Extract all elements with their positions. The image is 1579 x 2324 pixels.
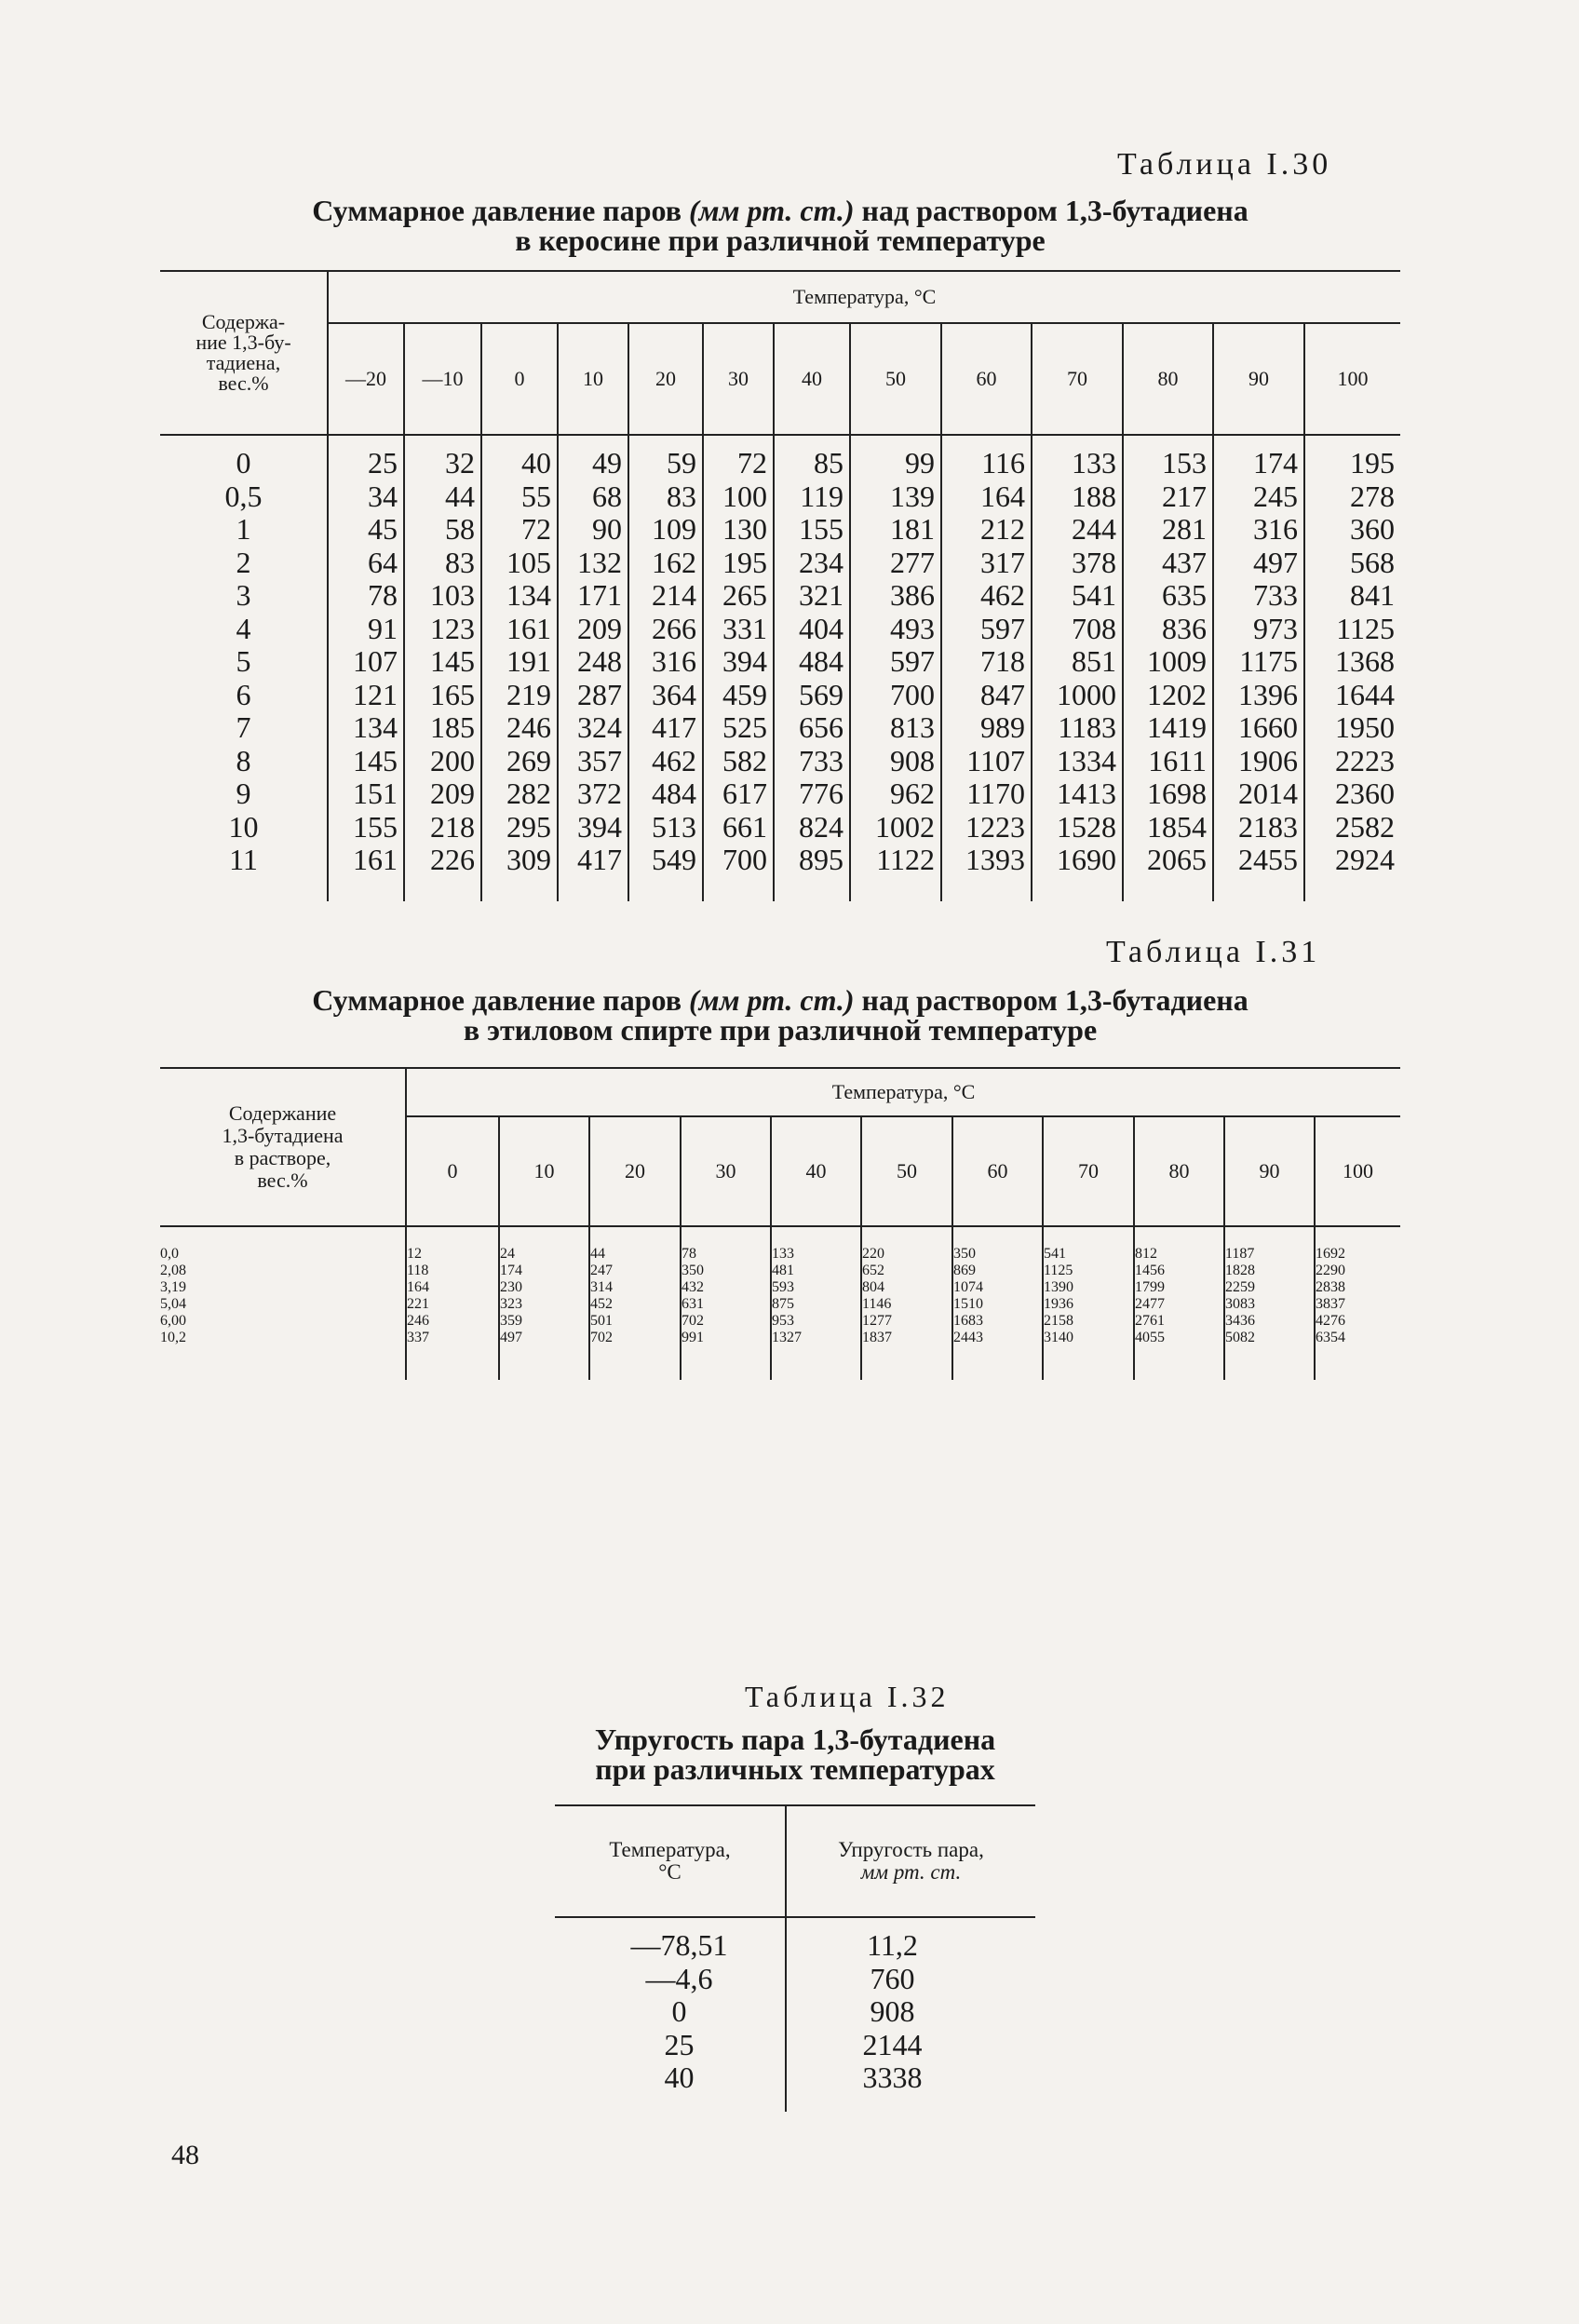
table-130-temp-4: 20 [628,323,703,435]
table-130-temp-5: 30 [703,323,774,435]
table-131-tail-cell [1315,1346,1400,1380]
table-131-cell: 1277 [861,1313,952,1330]
table-130-temp-3: 10 [558,323,628,435]
table-131-row-content: 0,0 [160,1246,179,1262]
table-131-row-content: 10,2 [160,1330,186,1345]
table-131-cell: 359 [499,1313,589,1330]
table-131-cell: 1936 [1043,1296,1134,1313]
page-number: 48 [171,2140,199,2170]
table-130-row-header-text: Содержа- ние 1,3-бу- тадиена, вес.% [196,310,291,395]
table-131-temp-8: 80 [1134,1116,1224,1226]
table-131-cell: 1799 [1134,1279,1224,1296]
table-131-cell: 1510 [952,1296,1043,1313]
table-131-temp-7: 70 [1043,1116,1134,1226]
table-131-title-units: (мм рт. ст.) [689,983,855,1017]
table-132-col1-header-text: Температура, °С [609,1838,731,1884]
table-131-cell: 3436 [1224,1313,1315,1330]
table-130-row-header [160,271,328,435]
table-130-title [160,196,1400,255]
table-131-cell: 1683 [952,1313,1043,1330]
table-131-row-content: 2,08 [160,1263,186,1278]
table-130-title-units: (мм рт. ст.) [689,194,855,227]
table-130-col-5 [703,435,774,901]
table-130-col-2 [481,435,558,901]
table-130-temp-6: 40 [774,323,850,435]
table-131-label: Таблица I.31 [1106,935,1321,969]
table-131-cell: 118 [406,1263,499,1279]
table-130-col-7 [850,435,941,901]
table-131-cell: 24 [499,1226,589,1263]
table-131-cell: 2443 [952,1330,1043,1346]
table-130 [160,270,1400,901]
table-131-cell: 6354 [1315,1330,1400,1346]
table-131-cell: 1187 [1224,1226,1315,1263]
table-130-col-6-values: 85 119 155 234 321 404 484 569 656 733 776 824 895 [799,446,843,876]
table-130-col-10-values: 153 217 281 437 635 836 1009 1202 1419 1611 1698 1854 2065 [1147,446,1207,876]
table-131-cell: 246 [406,1313,499,1330]
table-131-cell: 875 [771,1296,861,1313]
table-130-col-6 [774,435,850,901]
table-131-cell: 2259 [1224,1279,1315,1296]
table-131-row [160,1279,1400,1296]
table-131-temp-1: 10 [499,1116,589,1226]
table-131-cell: 2761 [1134,1313,1224,1330]
table-131-tail-cell [1134,1346,1224,1380]
table-130-temp-0: —20 [328,323,404,435]
table-131-cell: 1146 [861,1296,952,1313]
table-131-cell: 481 [771,1263,861,1279]
table-131-row-content: 6,00 [160,1313,186,1329]
table-131-temp-4: 40 [771,1116,861,1226]
table-131-title [160,985,1400,1045]
table-131-cell: 164 [406,1279,499,1296]
table-130-col-9 [1032,435,1123,901]
table-131-row-header [160,1068,406,1226]
table-132-pressures-values: 11,2 760 908 2144 3338 [862,1928,923,2094]
table-131-cell: 812 [1134,1226,1224,1263]
table-131-cell: 432 [681,1279,771,1296]
table-132-title-line2: при различных температурах [595,1752,995,1786]
table-131-cell: 1828 [1224,1263,1315,1279]
table-132-col2-header-line1: Упругость пара, [838,1838,984,1861]
table-131-row-header-text: Содержание 1,3-бутадиена в растворе, вес.% [222,1101,344,1192]
table-130-temp-header-text: Температура, °С [792,285,937,308]
table-131-cell: 3140 [1043,1330,1134,1346]
table-130-col-2-values: 40 55 72 105 134 161 191 219 246 269 282 295 309 [506,446,551,876]
table-131-tail-cell [861,1346,952,1380]
table-130-col-1 [404,435,481,901]
table-130-col-5-values: 72 100 130 195 265 331 394 459 525 582 617 661 700 [722,446,767,876]
table-131-tail-cell [589,1346,681,1380]
table-131-cell: 2158 [1043,1313,1134,1330]
table-131-cell: 1837 [861,1330,952,1346]
table-130-temp-7: 50 [850,323,941,435]
table-130-title-part2: над раствором 1,3-бутадиена [854,194,1248,227]
table-130-col-3 [558,435,628,901]
table-132-col2-header-line2: мм рт. ст. [860,1860,962,1884]
table-131-row-content: 5,04 [160,1296,186,1312]
table-131-cell: 1390 [1043,1279,1134,1296]
table-131-cell: 953 [771,1313,861,1330]
table-130-col-12-values: 195 278 360 568 841 1125 1368 1644 1950 2223 2360 2582 2924 [1335,446,1396,876]
table-131-cell: 501 [589,1313,681,1330]
table-131-cell: 2477 [1134,1296,1224,1313]
table-131-row [160,1330,1400,1346]
table-131-cell: 652 [861,1263,952,1279]
table-131-cell: 869 [952,1263,1043,1279]
table-132-temperatures-values: —78,51 —4,6 0 25 40 [630,1928,728,2094]
table-130-title-part1: Суммарное давление паров [312,194,689,227]
table-131-tail-cell [681,1346,771,1380]
table-131-temp-2: 20 [589,1116,681,1226]
table-131-cell: 702 [589,1330,681,1346]
table-131-cell: 78 [681,1226,771,1263]
table-132-title [521,1724,1069,1784]
table-130-temp-8: 60 [941,323,1032,435]
table-130-col-8 [941,435,1032,901]
table-131-cell: 1327 [771,1330,861,1346]
table-130-temp-header [328,271,1400,323]
table-130-temp-9: 70 [1032,323,1123,435]
table-130-temp-12: 100 [1304,323,1400,435]
table-131-cell: 4055 [1134,1330,1224,1346]
table-131-tail-cell [160,1346,406,1380]
table-130-col-12 [1304,435,1400,901]
table-131-cell: 350 [952,1226,1043,1263]
table-131-cell: 2838 [1315,1279,1400,1296]
table-130-title-line2: в керосине при различной температуре [515,223,1046,257]
table-131-tail-cell [406,1346,499,1380]
table-132-label: Таблица I.32 [745,1680,950,1713]
table-131-temp-6: 60 [952,1116,1043,1226]
table-131-cell: 3837 [1315,1296,1400,1313]
table-132-temperatures [555,1917,786,2112]
table-131-cell: 1074 [952,1279,1043,1296]
table-130-col-0-values: 25 34 45 64 78 91 107 121 134 145 151 155 161 [353,446,398,876]
table-131-cell: 1456 [1134,1263,1224,1279]
table-131-row [160,1226,1400,1263]
table-131-cell: 44 [589,1226,681,1263]
table-131-cell: 350 [681,1263,771,1279]
table-130-col-11 [1213,435,1304,901]
table-131-cell: 174 [499,1263,589,1279]
table-130-col-10 [1123,435,1213,901]
table-131-title-line2: в этиловом спирте при различной температуре [463,1013,1098,1047]
table-132-pressures [786,1917,1035,2112]
table-131-cell: 220 [861,1226,952,1263]
table-130-col-9-values: 133 188 244 378 541 708 851 1000 1183 1334 1413 1528 1690 [1057,446,1116,876]
table-131-cell: 230 [499,1279,589,1296]
table-130-temp-1: —10 [404,323,481,435]
table-131-cell: 541 [1043,1226,1134,1263]
table-130-col-4 [628,435,703,901]
table-131-row-content: 3,19 [160,1279,186,1295]
table-131-temp-3: 30 [681,1116,771,1226]
table-131-cell: 337 [406,1330,499,1346]
table-131-tail-cell [952,1346,1043,1380]
table-131-title-part2: над раствором 1,3-бутадиена [854,983,1248,1017]
table-130-content-col [160,435,328,901]
table-131-title-part1: Суммарное давление паров [312,983,689,1017]
table-130-label: Таблица I.30 [1117,147,1332,182]
table-131-cell: 2290 [1315,1263,1400,1279]
table-130-col-1-values: 32 44 58 83 103 123 145 165 185 200 209 218 226 [430,446,475,876]
table-131-temp-header-text: Температура, °С [831,1080,976,1103]
table-131-temp-0: 0 [406,1116,499,1226]
table-130-temp-11: 90 [1213,323,1304,435]
table-131-cell: 1125 [1043,1263,1134,1279]
table-131-tail-cell [1224,1346,1315,1380]
table-131-row [160,1313,1400,1330]
table-131-temp-10: 100 [1315,1116,1400,1226]
table-130-title-line1 [160,196,1400,225]
table-130-col-3-values: 49 68 90 132 171 209 248 287 324 357 372 394 417 [577,446,622,876]
table-132-col2-header [786,1805,1035,1917]
table-131-cell: 497 [499,1330,589,1346]
table-131-cell: 991 [681,1330,771,1346]
table-131-tail-row [160,1346,1400,1380]
table-131-cell: 323 [499,1296,589,1313]
table-131-tail-cell [499,1346,589,1380]
table-131-temp-5: 50 [861,1116,952,1226]
table-131-cell: 702 [681,1313,771,1330]
table-130-col-8-values: 116 164 212 317 462 597 718 847 989 1107 1170 1223 1393 [965,446,1025,876]
table-130-col-11-values: 174 245 316 497 733 973 1175 1396 1660 1906 2014 2183 2455 [1238,446,1298,876]
table-131-cell: 4276 [1315,1313,1400,1330]
table-131 [160,1067,1400,1380]
table-132-col1-header [555,1805,786,1917]
table-130-temp-10: 80 [1123,323,1213,435]
table-132 [555,1804,1035,2112]
table-130-col-7-values: 99 139 181 277 386 493 597 700 813 908 962 1002 1122 [875,446,935,876]
table-131-tail-cell [1043,1346,1134,1380]
table-131-cell: 1692 [1315,1226,1400,1263]
table-131-title-line1 [160,985,1400,1015]
table-130-col-4-values: 59 83 109 162 214 266 316 364 417 462 484 513 549 [652,446,696,876]
table-131-temp-9: 90 [1224,1116,1315,1226]
table-131-cell: 12 [406,1226,499,1263]
table-131-temp-header [406,1068,1400,1116]
table-131-cell: 804 [861,1279,952,1296]
table-131-cell: 5082 [1224,1330,1315,1346]
table-131-tail-cell [771,1346,861,1380]
table-131-cell: 3083 [1224,1296,1315,1313]
table-131-cell: 593 [771,1279,861,1296]
table-131-cell: 631 [681,1296,771,1313]
table-131-cell: 452 [589,1296,681,1313]
table-131-cell: 314 [589,1279,681,1296]
table-130-col-0 [328,435,404,901]
table-131-cell: 247 [589,1263,681,1279]
table-130-temp-2: 0 [481,323,558,435]
table-131-cell: 221 [406,1296,499,1313]
table-132-title-line1: Упругость пара 1,3-бутадиена [594,1723,996,1756]
table-130-content-values: 0 0,5 1 2 3 4 5 6 7 8 9 10 11 [224,446,263,876]
table-131-row [160,1296,1400,1313]
table-131-row [160,1263,1400,1279]
table-131-cell: 133 [771,1226,861,1263]
